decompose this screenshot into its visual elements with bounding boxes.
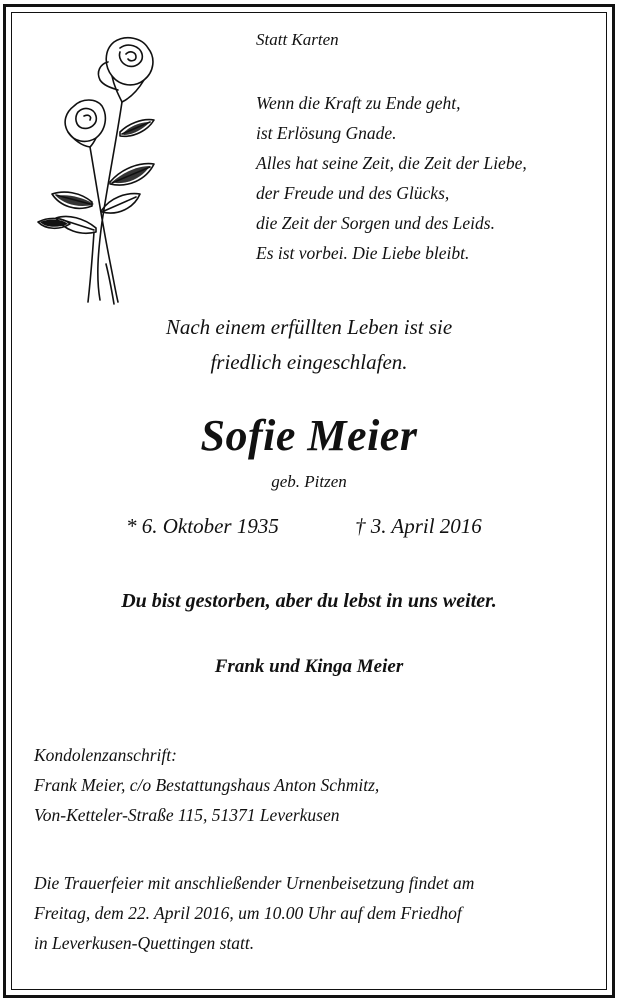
service-notice — [34, 868, 474, 958]
poem-line: der Freude und des Glücks, — [256, 183, 450, 203]
poem-line: Wenn die Kraft zu Ende geht, — [256, 93, 461, 113]
service-line: Freitag, dem 22. April 2016, um 10.00 Uhr auf dem Friedhof — [34, 903, 462, 923]
poem-line: Alles hat seine Zeit, die Zeit der Liebe, — [256, 153, 527, 173]
intro-line: friedlich eingeschlafen. — [210, 350, 408, 374]
intro-line: Nach einem erfüllten Leben ist sie — [165, 315, 453, 339]
statt-karten-heading: Statt Karten — [256, 30, 339, 49]
deceased-name: Sofie Meier — [200, 411, 418, 460]
poem — [256, 88, 527, 268]
poem-line: Es ist vorbei. Die Liebe bleibt. — [256, 243, 470, 263]
birth-name: geb. Pitzen — [271, 472, 347, 491]
address-line: Kondolenzanschrift: — [34, 745, 177, 765]
memorial-quote: Du bist gestorben, aber du lebst in uns weiter. — [121, 590, 497, 612]
condolence-address — [34, 740, 379, 830]
family-names: Frank und Kinga Meier — [214, 656, 404, 677]
address-line: Von-Ketteler-Straße 115, 51371 Leverkusen — [34, 805, 340, 825]
rose-icon — [30, 32, 170, 307]
intro-text — [0, 310, 618, 380]
death-date: † 3. April 2016 — [355, 514, 482, 538]
poem-line: ist Erlösung Gnade. — [256, 123, 397, 143]
service-line: in Leverkusen-Quettingen statt. — [34, 933, 255, 953]
service-line: Die Trauerfeier mit anschließender Urnenbeisetzung findet am — [34, 873, 475, 893]
birth-date: * 6. Oktober 1935 — [126, 514, 279, 538]
poem-line: die Zeit der Sorgen und des Leids. — [256, 213, 495, 233]
address-line: Frank Meier, c/o Bestattungshaus Anton Schmitz, — [34, 775, 380, 795]
